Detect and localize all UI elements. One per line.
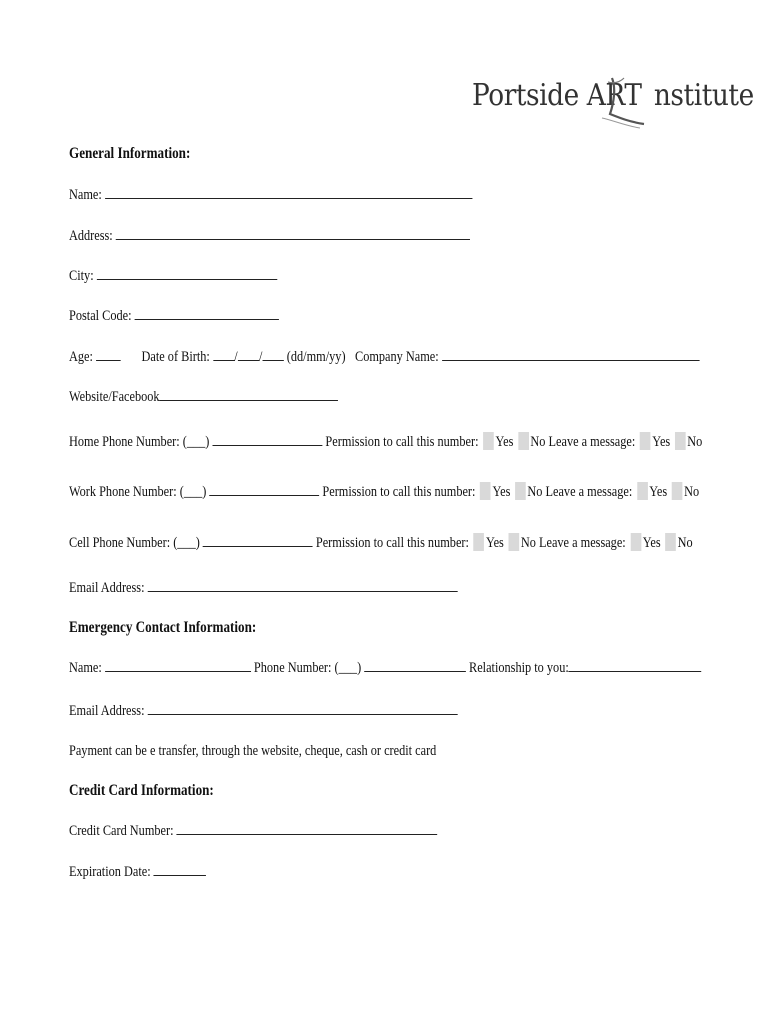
home-message-no-checkbox[interactable] xyxy=(675,432,686,450)
cell-permission-yes-label: Yes xyxy=(485,535,504,551)
cell-message-yes-label: Yes xyxy=(642,535,661,551)
expiration-date-label: Expiration Date: xyxy=(69,864,151,880)
cell-phone-row xyxy=(69,533,693,553)
name-row xyxy=(69,185,472,205)
company-name-label: Company Name: xyxy=(354,349,439,365)
home-permission-no-label: No xyxy=(530,434,546,450)
email-label: Email Address: xyxy=(69,580,145,596)
work-phone-label: Work Phone Number: (___) xyxy=(69,484,207,500)
dob-day-field[interactable] xyxy=(213,347,234,361)
email-row xyxy=(69,578,458,598)
dob-format-hint: (dd/mm/yy) xyxy=(286,349,346,365)
home-leave-message-label: Leave a message: xyxy=(548,434,636,450)
company-name-field[interactable] xyxy=(442,347,699,361)
emergency-email-label: Email Address: xyxy=(69,703,145,719)
emergency-relationship-field[interactable] xyxy=(569,658,702,672)
work-permission-yes-checkbox[interactable] xyxy=(480,482,491,500)
age-field[interactable] xyxy=(96,347,121,361)
home-permission-no-checkbox[interactable] xyxy=(518,432,529,450)
credit-card-number-row xyxy=(69,821,437,841)
home-message-yes-checkbox[interactable] xyxy=(640,432,651,450)
dob-month-field[interactable] xyxy=(238,347,259,361)
website-field[interactable] xyxy=(160,387,339,401)
portside-art-institute-logo xyxy=(472,72,754,130)
work-permission-no-label: No xyxy=(527,484,543,500)
cell-message-no-label: No xyxy=(677,535,693,551)
work-phone-field[interactable] xyxy=(209,482,319,496)
cell-leave-message-label: Leave a message: xyxy=(538,535,626,551)
credit-card-number-field[interactable] xyxy=(177,821,438,835)
home-message-no-label: No xyxy=(687,434,703,450)
credit-card-heading: Credit Card Information: xyxy=(69,782,214,799)
work-message-no-checkbox[interactable] xyxy=(672,482,683,500)
postal-code-field[interactable] xyxy=(135,306,279,320)
cell-permission-yes-checkbox[interactable] xyxy=(474,533,485,551)
email-field[interactable] xyxy=(148,578,458,592)
payment-note: Payment can be e transfer, through the website, cheque, cash or credit card xyxy=(69,743,437,759)
emergency-email-row xyxy=(69,701,458,721)
work-message-yes-label: Yes xyxy=(649,484,668,500)
logo-text-right: nstitute xyxy=(653,78,754,113)
address-row xyxy=(69,226,470,246)
emergency-email-field[interactable] xyxy=(148,701,458,715)
name-field[interactable] xyxy=(105,185,472,199)
emergency-phone-label: Phone Number: (___) xyxy=(253,660,362,676)
home-phone-label: Home Phone Number: (___) xyxy=(69,434,210,450)
emergency-relationship-label: Relationship to you: xyxy=(468,660,569,676)
dob-year-field[interactable] xyxy=(262,347,283,361)
cell-phone-field[interactable] xyxy=(203,533,313,547)
home-permission-yes-checkbox[interactable] xyxy=(483,432,494,450)
cell-message-no-checkbox[interactable] xyxy=(665,533,676,551)
emergency-name-label: Name: xyxy=(69,660,102,676)
emergency-name-field[interactable] xyxy=(105,658,251,672)
work-permission-yes-label: Yes xyxy=(492,484,511,500)
home-phone-field[interactable] xyxy=(212,432,322,446)
general-information-heading: General Information: xyxy=(69,145,191,162)
work-permission-no-checkbox[interactable] xyxy=(515,482,526,500)
expiration-date-field[interactable] xyxy=(154,862,206,876)
age-label: Age: xyxy=(69,349,93,365)
work-message-yes-checkbox[interactable] xyxy=(637,482,648,500)
cell-permission-no-label: No xyxy=(520,535,536,551)
address-field[interactable] xyxy=(116,226,470,240)
name-label: Name: xyxy=(69,187,102,203)
website-row xyxy=(69,387,338,407)
city-row xyxy=(69,266,277,286)
work-permission-label: Permission to call this number: xyxy=(322,484,476,500)
website-label: Website/Facebook xyxy=(69,389,160,405)
home-permission-yes-label: Yes xyxy=(495,434,514,450)
work-leave-message-label: Leave a message: xyxy=(545,484,633,500)
work-message-no-label: No xyxy=(684,484,700,500)
cell-permission-no-checkbox[interactable] xyxy=(509,533,520,551)
emergency-phone-field[interactable] xyxy=(364,658,466,672)
home-permission-label: Permission to call this number: xyxy=(325,434,479,450)
logo-brush-flourish-icon xyxy=(590,74,650,130)
city-field[interactable] xyxy=(97,266,277,280)
postal-code-label: Postal Code: xyxy=(69,308,132,324)
emergency-contact-heading: Emergency Contact Information: xyxy=(69,619,257,636)
credit-card-number-label: Credit Card Number: xyxy=(69,823,174,839)
address-label: Address: xyxy=(69,228,113,244)
postal-code-row xyxy=(69,306,279,326)
work-phone-row xyxy=(69,482,699,502)
home-message-yes-label: Yes xyxy=(652,434,671,450)
age-dob-company-row: Age: Date of Birth: / / (dd/mm/yy) Company Name: xyxy=(69,347,699,367)
cell-message-yes-checkbox[interactable] xyxy=(630,533,641,551)
dob-label: Date of Birth: xyxy=(141,349,210,365)
logo-text-left: Portside ART xyxy=(472,78,642,113)
home-phone-row xyxy=(69,432,702,452)
city-label: City: xyxy=(69,268,94,284)
emergency-contact-row xyxy=(69,658,702,678)
cell-phone-label: Cell Phone Number: (___) xyxy=(69,535,200,551)
expiration-date-row xyxy=(69,862,206,882)
cell-permission-label: Permission to call this number: xyxy=(315,535,469,551)
